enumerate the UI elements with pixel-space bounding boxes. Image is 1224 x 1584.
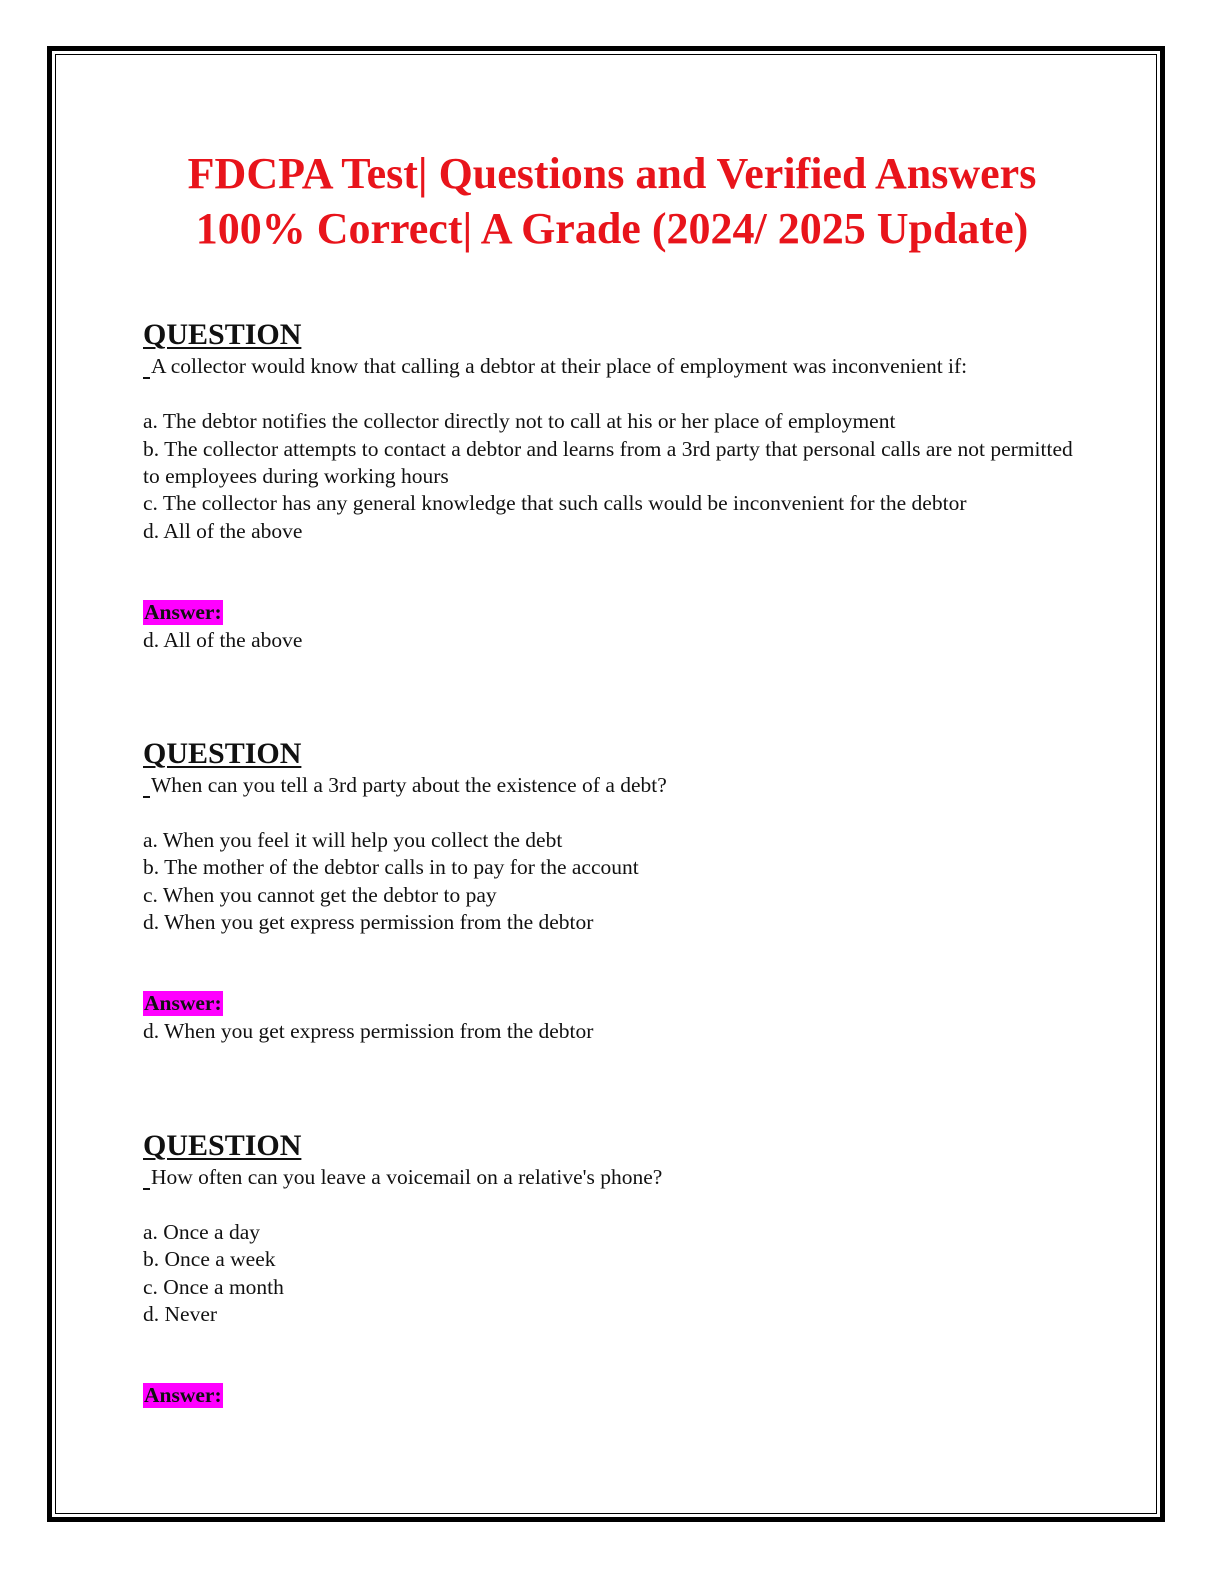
prompt-marker: [143, 1188, 150, 1190]
option-b: b. Once a week: [143, 1247, 276, 1271]
document-title-line-1: FDCPA Test| Questions and Verified Answers: [187, 149, 1037, 198]
question-prompt: [143, 1164, 1073, 1191]
question-heading: QUESTION: [143, 1129, 302, 1162]
option-b: b. The collector attempts to contact a debtor and learns from a 3rd party that personal calls are not permitted to employees during working hours: [143, 437, 1073, 489]
option-a: a. When you feel it will help you collect the debt: [143, 828, 563, 852]
question-prompt: [143, 353, 1073, 380]
answer-label: Answer:: [144, 600, 222, 624]
answer-text: d. All of the above: [143, 628, 303, 652]
option-b: b. The mother of the debtor calls in to pay for the account: [143, 855, 639, 879]
prompt-marker: [143, 377, 150, 379]
question-prompt-text: How often can you leave a voicemail on a relative's phone?: [151, 1165, 663, 1189]
question-prompt-text: When can you tell a 3rd party about the existence of a debt?: [151, 773, 667, 797]
answer-label: Answer:: [144, 991, 222, 1015]
answer-label: Answer:: [144, 1383, 222, 1407]
question-prompt-text: A collector would know that calling a debtor at their place of employment was inconvenient if:: [151, 354, 968, 378]
option-a: a. Once a day: [143, 1220, 260, 1244]
question-heading: QUESTION: [143, 737, 302, 770]
option-d: d. When you get express permission from the debtor: [143, 910, 594, 934]
option-d: d. All of the above: [143, 519, 303, 543]
question-prompt: [143, 772, 1073, 799]
option-c: c. Once a month: [143, 1275, 284, 1299]
answer-text: d. When you get express permission from the debtor: [143, 1019, 594, 1043]
option-a: a. The debtor notifies the collector directly not to call at his or her place of employment: [143, 409, 896, 433]
question-heading: QUESTION: [143, 318, 302, 351]
prompt-marker: [143, 796, 150, 798]
document-title: [60, 146, 1164, 256]
option-c: c. When you cannot get the debtor to pay: [143, 883, 497, 907]
document-title-line-2: 100% Correct| A Grade (2024/ 2025 Update): [195, 204, 1029, 253]
option-c: c. The collector has any general knowledge that such calls would be inconvenient for the debtor: [143, 491, 967, 515]
option-d: d. Never: [143, 1302, 218, 1326]
